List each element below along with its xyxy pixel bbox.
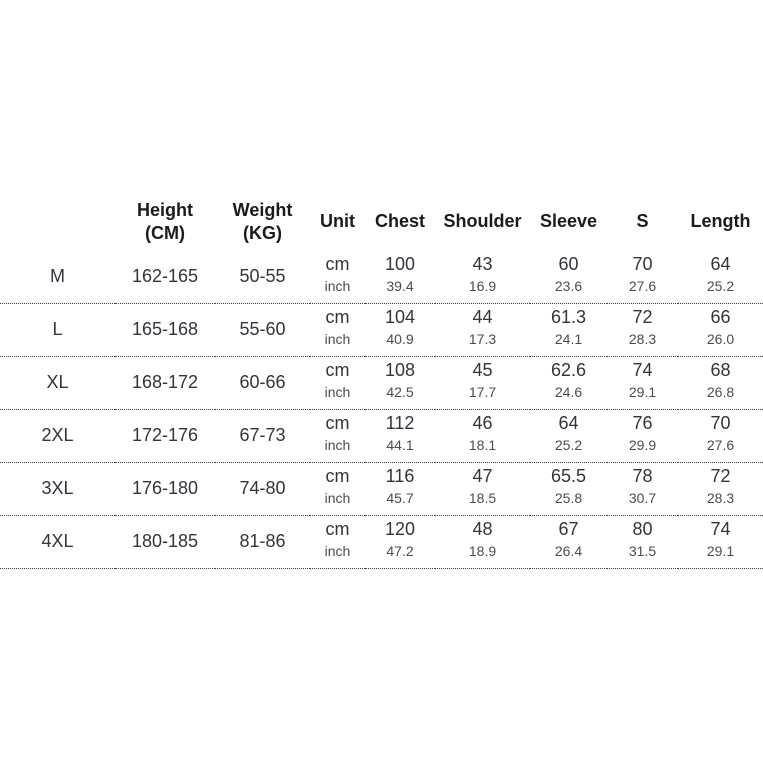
unit-label-inch: inch bbox=[310, 436, 365, 462]
s-cm: 80 bbox=[632, 519, 653, 539]
height-range: 172-176 bbox=[115, 409, 215, 462]
chest-inch: 42.5 bbox=[365, 383, 435, 409]
weight-range: 55-60 bbox=[215, 303, 310, 356]
size-label: XL bbox=[0, 356, 115, 409]
unit-label-inch: inch bbox=[310, 383, 365, 409]
col-header-height bbox=[115, 193, 215, 250]
col-header-weight bbox=[215, 193, 310, 250]
sleeve-inch: 24.1 bbox=[530, 330, 607, 356]
col-header-shoulder: Shoulder bbox=[443, 211, 522, 232]
chest-cm: 120 bbox=[384, 519, 416, 539]
unit-label-cm: cm bbox=[325, 413, 350, 433]
col-header-s: S bbox=[636, 211, 649, 232]
unit-label-inch: inch bbox=[310, 277, 365, 303]
height-range: 168-172 bbox=[115, 356, 215, 409]
size-label: 3XL bbox=[0, 462, 115, 515]
size-label: 2XL bbox=[0, 409, 115, 462]
size-row-group-3xl bbox=[0, 462, 763, 515]
sleeve-cm: 64 bbox=[558, 413, 579, 433]
length-inch: 29.1 bbox=[678, 542, 763, 568]
unit-label-inch: inch bbox=[310, 489, 365, 515]
height-range: 180-185 bbox=[115, 515, 215, 568]
shoulder-inch: 18.9 bbox=[435, 542, 530, 568]
unit-label-cm: cm bbox=[325, 519, 350, 539]
s-cm: 74 bbox=[632, 360, 653, 380]
s-inch: 28.3 bbox=[607, 330, 678, 356]
size-chart-container bbox=[0, 193, 763, 569]
sleeve-cm: 61.3 bbox=[550, 307, 587, 327]
length-cm: 74 bbox=[710, 519, 731, 539]
col-header-chest: Chest bbox=[374, 211, 425, 232]
height-range: 162-165 bbox=[115, 250, 215, 303]
table-row-cm bbox=[0, 303, 763, 330]
unit-label-inch: inch bbox=[310, 542, 365, 568]
size-label: L bbox=[0, 303, 115, 356]
weight-range: 50-55 bbox=[215, 250, 310, 303]
length-inch: 25.2 bbox=[678, 277, 763, 303]
s-inch: 31.5 bbox=[607, 542, 678, 568]
weight-range: 74-80 bbox=[215, 462, 310, 515]
shoulder-cm: 45 bbox=[472, 360, 493, 380]
chest-cm: 116 bbox=[385, 466, 415, 486]
shoulder-inch: 17.7 bbox=[435, 383, 530, 409]
col-header-height-line2: (CM) bbox=[145, 222, 185, 243]
chest-inch: 40.9 bbox=[365, 330, 435, 356]
size-row-group-4xl bbox=[0, 515, 763, 568]
s-inch: 27.6 bbox=[607, 277, 678, 303]
size-row-group-xl bbox=[0, 356, 763, 409]
table-header bbox=[0, 193, 763, 250]
shoulder-inch: 18.1 bbox=[435, 436, 530, 462]
sleeve-cm: 62.6 bbox=[550, 360, 587, 380]
unit-label-cm: cm bbox=[325, 360, 350, 380]
chest-cm: 112 bbox=[385, 413, 415, 433]
col-header-unit: Unit bbox=[320, 211, 355, 232]
shoulder-inch: 16.9 bbox=[435, 277, 530, 303]
table-row-cm bbox=[0, 356, 763, 383]
sleeve-cm: 65.5 bbox=[550, 466, 587, 486]
table-row-cm bbox=[0, 462, 763, 489]
shoulder-inch: 18.5 bbox=[435, 489, 530, 515]
s-inch: 30.7 bbox=[607, 489, 678, 515]
size-chart-table bbox=[0, 193, 763, 569]
shoulder-inch: 17.3 bbox=[435, 330, 530, 356]
unit-label-cm: cm bbox=[325, 307, 350, 327]
sleeve-inch: 25.8 bbox=[530, 489, 607, 515]
s-cm: 78 bbox=[632, 466, 653, 486]
chest-cm: 100 bbox=[384, 254, 416, 274]
shoulder-cm: 44 bbox=[472, 307, 493, 327]
s-cm: 76 bbox=[632, 413, 653, 433]
length-cm: 66 bbox=[710, 307, 731, 327]
unit-label-cm: cm bbox=[325, 466, 350, 486]
shoulder-cm: 47 bbox=[472, 466, 493, 486]
sleeve-inch: 23.6 bbox=[530, 277, 607, 303]
height-range: 165-168 bbox=[115, 303, 215, 356]
sleeve-inch: 24.6 bbox=[530, 383, 607, 409]
length-cm: 72 bbox=[710, 466, 731, 486]
length-inch: 27.6 bbox=[678, 436, 763, 462]
weight-range: 60-66 bbox=[215, 356, 310, 409]
table-row-cm bbox=[0, 250, 763, 277]
s-inch: 29.1 bbox=[607, 383, 678, 409]
table-row-cm bbox=[0, 515, 763, 542]
sleeve-inch: 26.4 bbox=[530, 542, 607, 568]
header-row bbox=[0, 193, 763, 250]
length-inch: 26.8 bbox=[678, 383, 763, 409]
size-row-group-m bbox=[0, 250, 763, 303]
size-row-group-2xl bbox=[0, 409, 763, 462]
sleeve-cm: 60 bbox=[558, 254, 579, 274]
shoulder-cm: 46 bbox=[472, 413, 493, 433]
shoulder-cm: 48 bbox=[472, 519, 493, 539]
length-cm: 68 bbox=[710, 360, 731, 380]
height-range: 176-180 bbox=[115, 462, 215, 515]
chest-inch: 44.1 bbox=[365, 436, 435, 462]
unit-label-inch: inch bbox=[310, 330, 365, 356]
table-row-cm bbox=[0, 409, 763, 436]
length-cm: 64 bbox=[710, 254, 731, 274]
length-cm: 70 bbox=[710, 413, 731, 433]
s-cm: 70 bbox=[632, 254, 653, 274]
chest-cm: 108 bbox=[384, 360, 416, 380]
length-inch: 28.3 bbox=[678, 489, 763, 515]
shoulder-cm: 43 bbox=[472, 254, 493, 274]
weight-range: 81-86 bbox=[215, 515, 310, 568]
col-header-height-line1: Height bbox=[137, 200, 193, 220]
col-header-sleeve: Sleeve bbox=[539, 211, 598, 232]
size-label: 4XL bbox=[0, 515, 115, 568]
col-header-weight-line1: Weight bbox=[232, 200, 293, 220]
chest-inch: 45.7 bbox=[365, 489, 435, 515]
chest-cm: 104 bbox=[384, 307, 416, 327]
col-header-length: Length bbox=[690, 211, 751, 232]
sleeve-cm: 67 bbox=[558, 519, 579, 539]
chest-inch: 39.4 bbox=[365, 277, 435, 303]
size-label: M bbox=[0, 250, 115, 303]
s-cm: 72 bbox=[632, 307, 653, 327]
s-inch: 29.9 bbox=[607, 436, 678, 462]
length-inch: 26.0 bbox=[678, 330, 763, 356]
chest-inch: 47.2 bbox=[365, 542, 435, 568]
weight-range: 67-73 bbox=[215, 409, 310, 462]
col-header-weight-line2: (KG) bbox=[243, 222, 282, 243]
col-header-size bbox=[0, 193, 115, 250]
unit-label-cm: cm bbox=[325, 254, 350, 274]
size-row-group-l bbox=[0, 303, 763, 356]
sleeve-inch: 25.2 bbox=[530, 436, 607, 462]
